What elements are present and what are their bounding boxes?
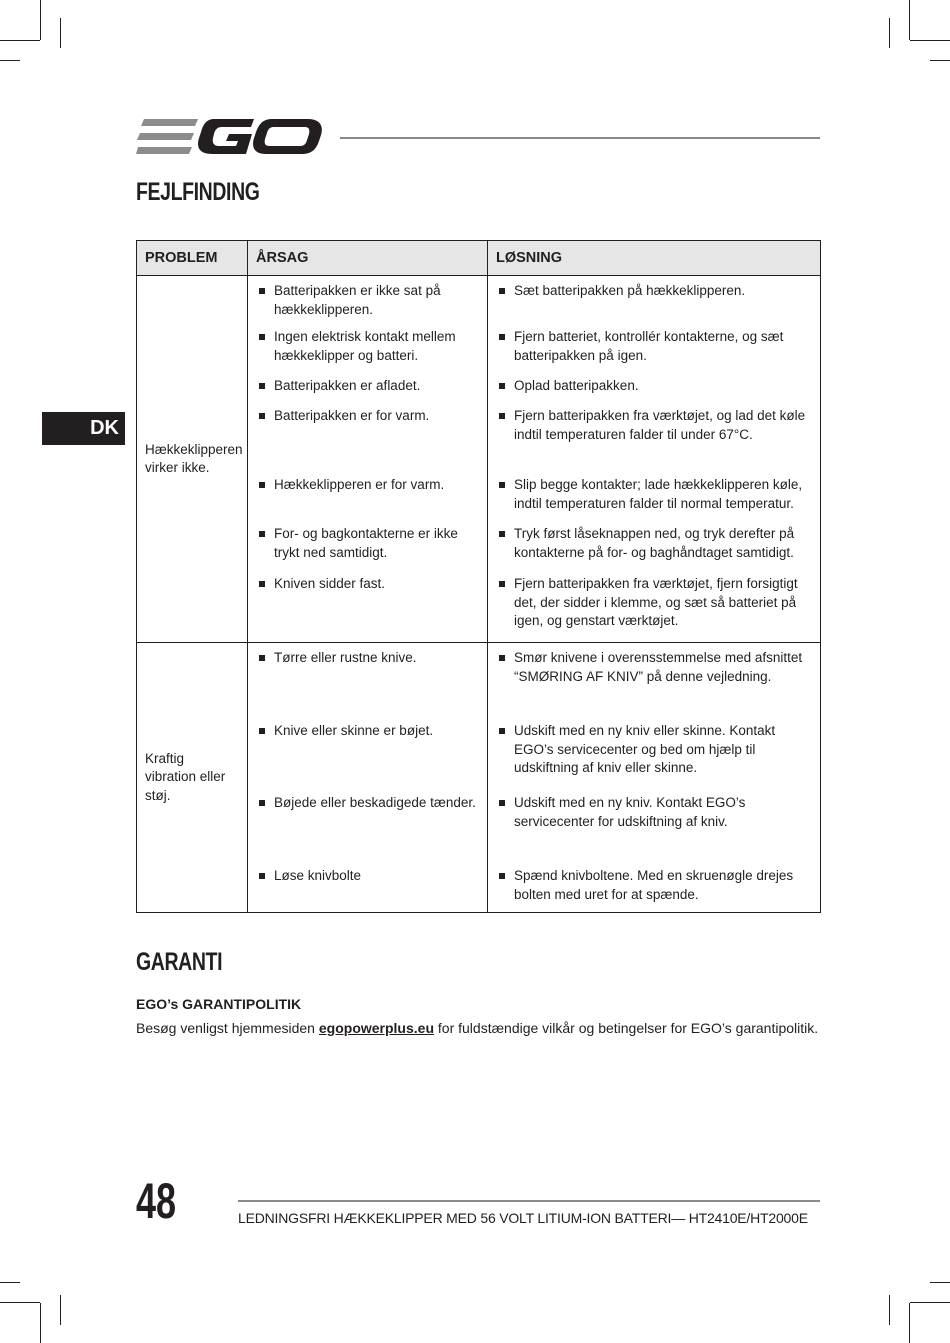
header-rule xyxy=(340,137,820,139)
warranty-link[interactable]: egopowerplus.eu xyxy=(318,1020,434,1036)
crop-mark xyxy=(0,1302,40,1303)
crop-mark xyxy=(910,1302,950,1303)
ego-logo xyxy=(136,116,322,158)
page-number: 48 xyxy=(136,1173,177,1229)
crop-mark xyxy=(889,1295,890,1325)
crop-mark xyxy=(909,0,910,40)
crop-mark xyxy=(40,0,41,40)
section-title-warranty: GARANTI xyxy=(136,948,223,976)
crop-mark xyxy=(0,60,20,61)
cause-item: Tørre eller rustne knive. xyxy=(256,649,479,722)
solution-cell xyxy=(488,276,821,643)
warranty-text xyxy=(136,1020,818,1036)
cause-cell xyxy=(248,276,488,643)
solution-item: Tryk først låseknappen ned, og tryk derefter på kontakterne på for- og baghåndtaget samtidigt. xyxy=(496,525,812,575)
crop-mark xyxy=(0,40,40,41)
column-header-solution: LØSNING xyxy=(488,241,821,276)
cause-item: Bøjede eller beskadigede tænder. xyxy=(256,794,479,867)
section-title-troubleshooting: FEJLFINDING xyxy=(136,178,260,206)
footer-text: LEDNINGSFRI HÆKKEKLIPPER MED 56 VOLT LITIUM-ION BATTERI— HT2410E/HT2000E xyxy=(238,1210,808,1226)
crop-mark xyxy=(930,1282,950,1283)
solution-item: Fjern batteriet, kontrollér kontakterne, og sæt batteripakken på igen. xyxy=(496,328,812,377)
cause-item: Kniven sidder fast. xyxy=(256,575,479,594)
cause-item: Batteripakken er for varm. xyxy=(256,407,479,476)
table-header-row xyxy=(137,241,821,276)
solution-item: Sæt batteripakken på hækkeklipperen. xyxy=(496,282,812,328)
problem-text: Hækkeklipperen virker ikke. xyxy=(145,441,243,475)
cause-item: Løse knivbolte xyxy=(256,867,479,886)
solution-cell xyxy=(488,643,821,913)
crop-mark xyxy=(930,60,950,61)
solution-item: Oplad batteripakken. xyxy=(496,377,812,407)
crop-mark xyxy=(60,1295,61,1325)
problem-text: Kraftig vibration eller støj. xyxy=(145,750,226,803)
language-tab xyxy=(42,412,125,445)
solution-item: Udskift med en ny kniv. Kontakt EGO’s servicecenter for udskiftning af kniv. xyxy=(496,794,812,867)
cause-item: Batteripakken er ikke sat på hækkeklipperen. xyxy=(256,282,479,328)
table-row xyxy=(137,643,821,913)
solution-item: Slip begge kontakter; lade hækkeklipperen køle, indtil temperaturen falder til normal temperatur. xyxy=(496,476,812,525)
problem-cell xyxy=(137,643,248,913)
solution-item: Fjern batteripakken fra værktøjet, fjern forsigtigt det, der sidder i klemme, og sæt så batteriet på igen, og genstart værktøjet. xyxy=(496,575,812,631)
warranty-text-after: for fuldstændige vilkår og betingelser for EGO’s garantipolitik. xyxy=(434,1020,819,1036)
cause-item: Knive eller skinne er bøjet. xyxy=(256,722,479,794)
crop-mark xyxy=(60,18,61,48)
column-header-problem: PROBLEM xyxy=(137,241,248,276)
footer-rule xyxy=(238,1200,820,1202)
solution-item: Smør knivene i overensstemmelse med afsnittet “SMØRING AF KNIV” på denne vejledning. xyxy=(496,649,812,722)
crop-mark xyxy=(0,1282,20,1283)
solution-item: Udskift med en ny kniv eller skinne. Kontakt EGO’s servicecenter og bed om hjælp til udskiftning af kniv eller skinne. xyxy=(496,722,812,794)
cause-item: For- og bagkontakterne er ikke trykt ned samtidigt. xyxy=(256,525,479,575)
solution-item: Spænd knivboltene. Med en skruenøgle drejes bolten med uret for at spænde. xyxy=(496,867,812,904)
cause-cell xyxy=(248,643,488,913)
cause-item: Batteripakken er afladet. xyxy=(256,377,479,407)
solution-item: Fjern batteripakken fra værktøjet, og lad det køle indtil temperaturen falder til under 67°C. xyxy=(496,407,812,476)
problem-cell xyxy=(137,276,248,643)
crop-mark xyxy=(889,18,890,48)
language-tab-label: DK xyxy=(90,417,119,439)
cause-item: Hækkeklipperen er for varm. xyxy=(256,476,479,525)
warranty-heading: EGO’s GARANTIPOLITIK xyxy=(136,996,302,1012)
crop-mark xyxy=(40,1303,41,1343)
crop-mark xyxy=(909,1303,910,1343)
column-header-cause: ÅRSAG xyxy=(248,241,488,276)
table-row xyxy=(137,276,821,643)
crop-mark xyxy=(910,40,950,41)
cause-item: Ingen elektrisk kontakt mellem hækkeklipper og batteri. xyxy=(256,328,479,377)
warranty-text-before: Besøg venligst hjemmesiden xyxy=(136,1020,319,1036)
troubleshooting-table xyxy=(136,240,821,913)
